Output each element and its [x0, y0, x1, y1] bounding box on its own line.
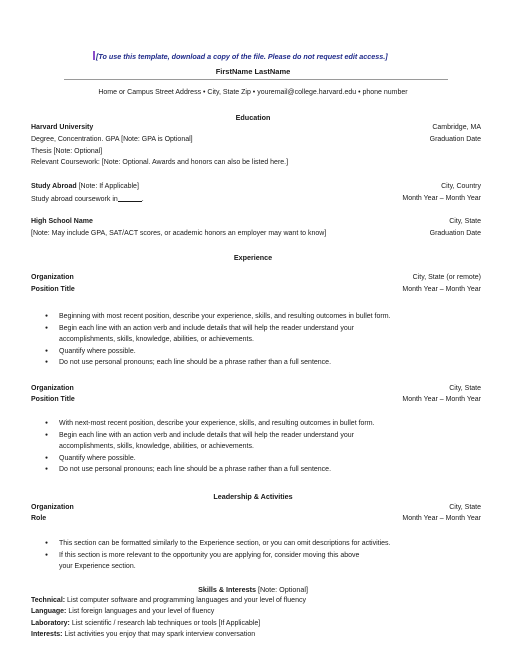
leadership-org: Organization [31, 504, 74, 511]
harvard-thesis-row [31, 147, 481, 157]
skills-language [31, 607, 214, 617]
job1-org: Organization [31, 274, 74, 281]
list-item: ● Do not use personal pronouns; each line should be a phrase rather than a full sentence. [45, 357, 475, 369]
skills-interests-row [31, 630, 481, 640]
abroad-desc: Study abroad coursework in [31, 196, 118, 203]
harvard-thesis: Thesis [Note: Optional] [31, 148, 103, 155]
list-item: ● This section can be formatted similarly to the Experience section, or you can omit descriptions for activities. [45, 538, 475, 550]
job1-dates: Month Year – Month Year [402, 286, 481, 293]
leadership-org-row [31, 503, 481, 513]
list-item: ● Do not use personal pronouns; each line should be a phrase rather than a full sentence. [45, 464, 475, 476]
experience-heading: Experience [233, 253, 273, 262]
leadership-role: Role [31, 515, 47, 522]
education-heading: Education [235, 113, 271, 122]
list-item: accomplishments, skills, knowledge, abilities, or achievements. [59, 443, 254, 450]
harvard-location: Cambridge, MA [432, 124, 481, 131]
skills-laboratory [31, 619, 260, 629]
job2-dates: Month Year – Month Year [402, 396, 481, 403]
harvard-coursework: Relevant Coursework: [Note: Optional. Awards and honors can also be listed here.] [31, 159, 289, 166]
skills-text: List activities you enjoy that may spark interview conversation [62, 631, 256, 638]
harvard-school: Harvard University [31, 124, 94, 131]
text-cursor [93, 51, 95, 60]
list-item: ● With next-most recent position, describe your experience, skills, and resulting outcomes in bullet form. [45, 418, 475, 430]
job2-org-row [31, 384, 481, 394]
highschool-row [31, 217, 481, 227]
skills-text: List scientific / research lab techniques or tools [If Applicable] [69, 620, 261, 627]
skills-heading-note: [Note: Optional] [256, 585, 308, 594]
notice-text: [To use this template, download a copy of the file. Please do not request edit access.] [96, 52, 388, 61]
job1-position-row [31, 285, 481, 295]
harvard-degree-row [31, 135, 481, 145]
skills-heading-wrap [0, 585, 506, 594]
job2-position-row [31, 395, 481, 405]
skills-laboratory-row [31, 619, 481, 629]
job1-location: City, State (or remote) [412, 274, 481, 281]
header-divider [64, 79, 448, 80]
skills-label: Language: [31, 608, 67, 615]
list-item: ● If this section is more relevant to the opportunity you are applying for, consider moving this above [45, 550, 475, 562]
list-item: ● Quantify where possible. [45, 453, 475, 465]
list-item: your Experience section. [59, 563, 136, 570]
list-item: ● Beginning with most recent position, describe your experience, skills, and resulting outcomes in bullet form. [45, 311, 475, 323]
leadership-role-row [31, 514, 481, 524]
highschool-name: High School Name [31, 218, 93, 225]
abroad-row [31, 182, 481, 192]
job1-position: Position Title [31, 286, 75, 293]
abroad-heading [31, 182, 139, 192]
abroad-label: Study Abroad [31, 183, 77, 190]
list-item: ● Quantify where possible. [45, 346, 475, 358]
job2-bullets [45, 418, 475, 476]
leadership-heading: Leadership & Activities [213, 492, 293, 501]
harvard-row [31, 123, 481, 133]
highschool-location: City, State [449, 218, 481, 225]
template-notice [93, 51, 423, 61]
job1-org-row [31, 273, 481, 283]
job2-org: Organization [31, 385, 74, 392]
abroad-desc-wrap: Study abroad coursework in . [31, 196, 144, 203]
skills-text: List foreign languages and your level of fluency [66, 608, 215, 615]
leadership-location: City, State [449, 504, 481, 511]
highschool-desc-row [31, 229, 481, 239]
skills-interests [31, 630, 255, 640]
resume-name: FirstName LastName [215, 67, 291, 76]
job2-location: City, State [449, 385, 481, 392]
skills-text: List computer software and programming languages and your level of fluency [65, 597, 306, 604]
abroad-dates: Month Year – Month Year [402, 195, 481, 202]
leadership-bullets [45, 538, 475, 573]
skills-language-row [31, 607, 481, 617]
abroad-location: City, Country [441, 183, 481, 190]
job2-position: Position Title [31, 396, 75, 403]
skills-heading: Skills & Interests [198, 585, 256, 594]
list-item: ● Begin each line with an action verb and include details that will help the reader understand your [45, 430, 475, 442]
skills-label: Interests: [31, 631, 63, 638]
contact-line: Home or Campus Street Address • City, State Zip • youremail@college.harvard.edu • phone number [98, 89, 408, 96]
list-item: accomplishments, skills, knowledge, abilities, or achievements. [59, 336, 254, 343]
highschool-desc: [Note: May include GPA, SAT/ACT scores, or academic honors an employer may want to know] [31, 230, 327, 237]
job1-bullets [45, 311, 475, 369]
skills-technical [31, 596, 306, 606]
skills-technical-row [31, 596, 481, 606]
abroad-note: [Note: If Applicable] [76, 183, 139, 190]
abroad-blank-line [118, 194, 142, 202]
harvard-degree: Degree, Concentration. GPA [Note: GPA is Optional] [31, 136, 193, 143]
harvard-coursework-row [31, 158, 481, 168]
skills-label: Laboratory: [31, 620, 70, 627]
skills-label: Technical: [31, 597, 66, 604]
harvard-grad-date: Graduation Date [429, 136, 481, 143]
abroad-desc-row [31, 194, 481, 205]
leadership-dates: Month Year – Month Year [402, 515, 481, 522]
highschool-grad-date: Graduation Date [429, 230, 481, 237]
list-item: ● Begin each line with an action verb and include details that will help the reader understand your [45, 323, 475, 335]
